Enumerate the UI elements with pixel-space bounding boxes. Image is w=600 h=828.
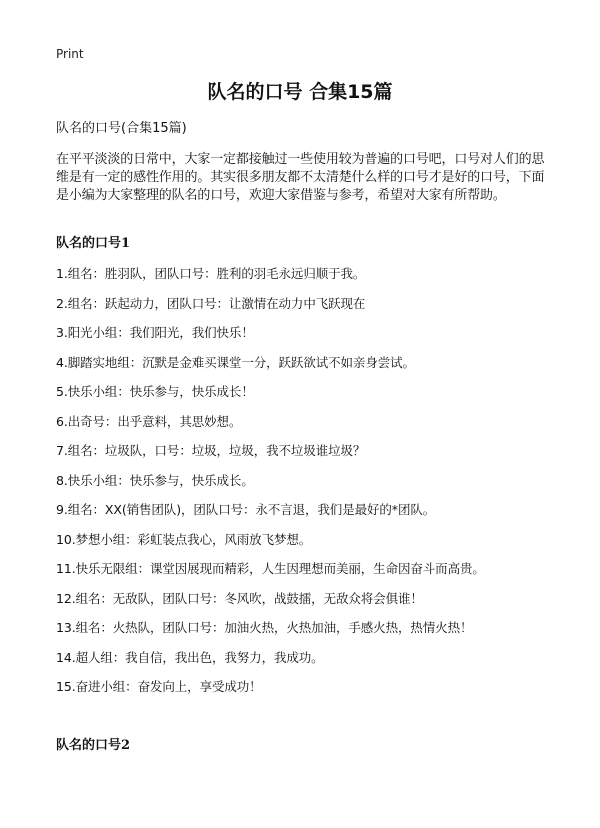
section-heading-2: 队名的口号2	[56, 738, 131, 753]
list-item: 1.组名：胜羽队，团队口号：胜利的羽毛永远归顺于我。	[56, 266, 366, 281]
list-item: 3.阳光小组：我们阳光，我们快乐！	[56, 325, 254, 340]
list-item: 15.奋进小组：奋发向上，享受成功！	[56, 679, 262, 694]
document-subtitle: 队名的口号(合集15篇)	[56, 121, 187, 136]
list-item: 9.组名：XX(销售团队)，团队口号：永不言退，我们是最好的*团队。	[56, 502, 436, 517]
list-item: 14.超人组：我自信，我出色，我努力，我成功。	[56, 649, 324, 665]
list-item: 8.快乐小组：快乐参与，快乐成长。	[56, 472, 254, 488]
print-link[interactable]: Print	[56, 47, 84, 61]
intro-paragraph: 在平平淡淡的日常中，大家一定都接触过一些使用较为普遍的口号吧，口号对人们的思维是有一定的感性作用的。其实很多朋友都不太清楚什么样的口号才是好的口号，下面是小编为大家整理的队名的口号，欢迎大家借鉴与参考，希望对大家有所帮助。	[56, 152, 545, 203]
list-item: 5.快乐小组：快乐参与，快乐成长！	[56, 384, 254, 399]
list-item: 6.出奇号：出乎意料，其思妙想。	[56, 413, 242, 429]
list-item: 11.快乐无限组：课堂因展现而精彩，人生因理想而美丽，生命因奋斗而高贵。	[56, 561, 485, 576]
slogan-list	[56, 265, 576, 708]
document-title: 队名的口号 合集15篇	[207, 81, 393, 103]
section-heading-1: 队名的口号1	[56, 236, 131, 251]
list-item: 7.组名：垃圾队，口号：垃圾，垃圾，我不垃圾谁垃圾？	[56, 443, 366, 458]
list-item: 12.组名：无敌队，团队口号：冬风吹，战鼓擂，无敌众将会俱谁！	[56, 590, 423, 606]
list-item: 2.组名：跃起动力，团队口号：让激情在动力中飞跃现在	[56, 295, 366, 311]
list-item: 4.脚踏实地组：沉默是金难买课堂一分，跃跃欲试不如亲身尝试。	[56, 354, 415, 370]
list-item: 10.梦想小组：彩虹装点我心，风雨放飞梦想。	[56, 531, 312, 547]
list-item: 13.组名：火热队，团队口号：加油火热，火热加油，手感火热，热情火热！	[56, 620, 473, 635]
